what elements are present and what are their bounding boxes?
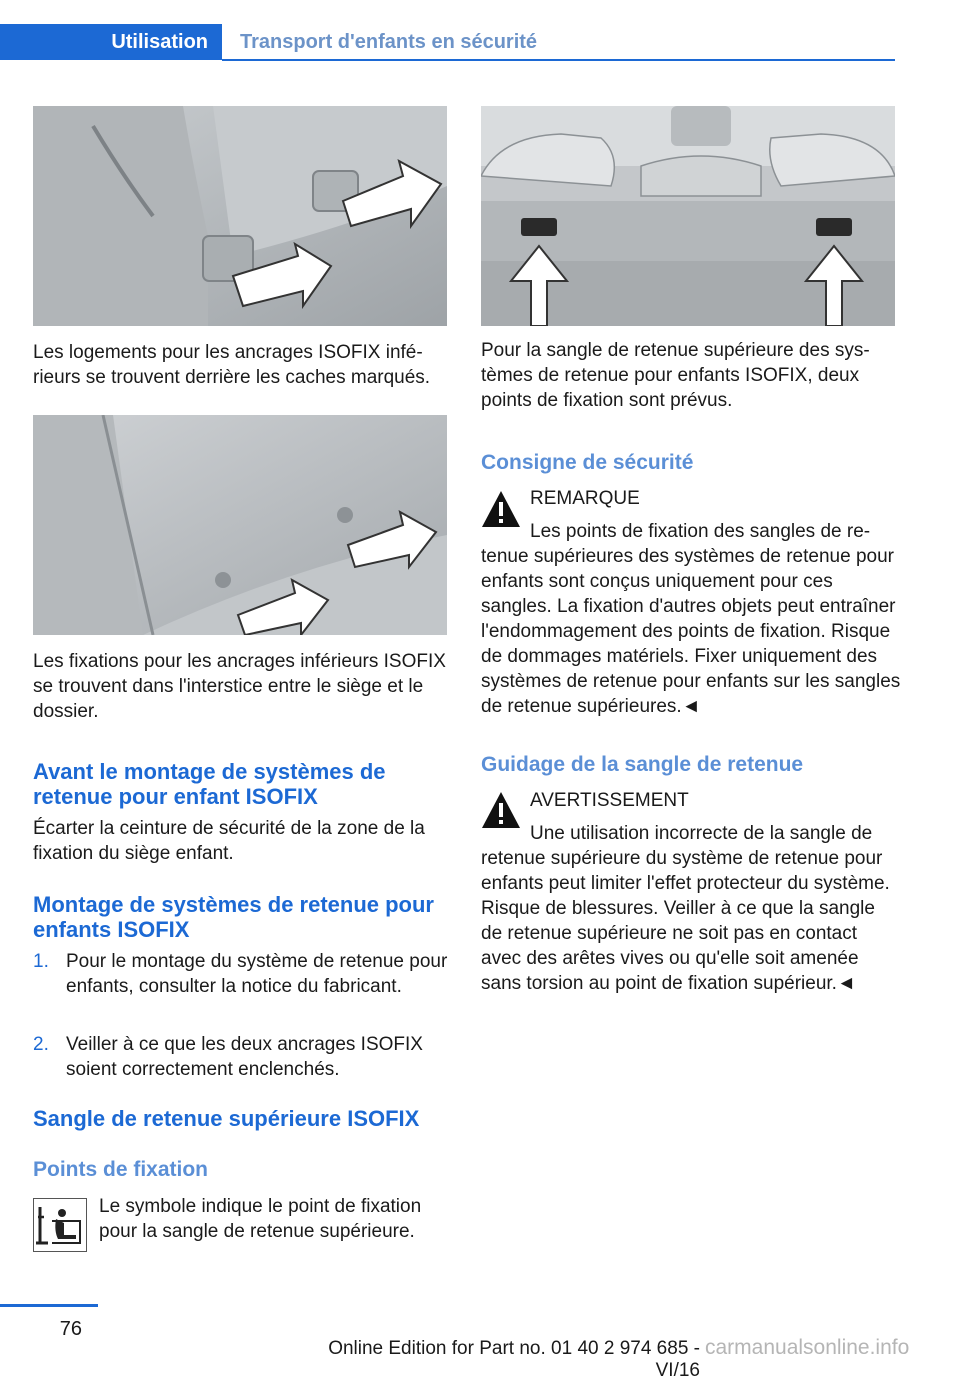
photo-isofix-gap — [33, 415, 447, 635]
page-header — [0, 24, 895, 60]
heading-mounting: Montage de systèmes de retenue pour enfants ISOFIX — [33, 892, 434, 942]
seat-illustration-1 — [33, 106, 447, 326]
tab-transport-enfants[interactable]: Transport d'enfants en sécurité — [240, 31, 538, 53]
caption-isofix-covers: Les logements pour les ancrages ISOFIX inférieurs se trouvent derrière les caches marqués. — [33, 342, 431, 388]
warning-triangle-icon — [481, 489, 521, 529]
notice-text: tenue supérieures des systèmes de retenue pour enfants sont conçus uniquement pour ces sangles. La fixation d'autres objets peut entraîner l'endommagement des points de fixation. Risque de dommages matériels. Fixer uniquement des systèmes de retenue pour enfants sur les sangles de retenue supérieures.◄ — [481, 546, 901, 717]
symbol-description: Le symbole indique le point de fixation pour la sangle de retenue supérieure. — [99, 1196, 422, 1242]
tab-utilisation[interactable]: Utilisation — [0, 24, 222, 60]
step-text: Veiller à ce que les deux ancrages ISOFIX soient correctement enclenchés. — [66, 1034, 423, 1080]
header-divider — [222, 59, 895, 61]
heading-tether-routing: Guidage de la sangle de retenue — [481, 753, 804, 776]
step-number: 1. — [33, 951, 49, 972]
isofix-tether-symbol-icon — [33, 1198, 87, 1252]
footer-divider — [0, 1304, 98, 1307]
caption-top-tether-points: Pour la sangle de retenue supérieure des systèmes de retenue pour enfants ISOFIX, deux points de fixation sont prévus. — [481, 340, 870, 411]
photo-isofix-covers — [33, 106, 447, 326]
subheading-anchor-points: Points de fixation — [33, 1158, 209, 1181]
warning-text-first-line: Une utilisation incorrecte de la sangle de — [530, 823, 873, 844]
heading-top-tether: Sangle de retenue supérieure ISOFIX — [33, 1106, 420, 1131]
para-before-mounting: Écarter la ceinture de sécurité de la zone de la fixation du siège enfant. — [33, 818, 425, 864]
caption-isofix-gap: Les fixations pour les ancrages inférieurs ISOFIX se trouvent dans l'interstice entre le siège et le dossier. — [33, 651, 446, 722]
site-watermark[interactable]: carmanualsonline.info — [705, 1336, 910, 1359]
step-text: Pour le montage du système de retenue pour enfants, consulter la notice du fabricant. — [66, 951, 448, 997]
rear-shelf-illustration — [481, 106, 895, 326]
seat-illustration-2 — [33, 415, 447, 635]
notice-text-first-line: Les points de fixation des sangles de re- — [530, 521, 871, 542]
photo-top-tether-points — [481, 106, 895, 326]
heading-safety-notice: Consigne de sécurité — [481, 451, 694, 474]
warning-label: AVERTISSEMENT — [530, 790, 689, 811]
heading-before-mounting: Avant le montage de systèmes de retenue pour enfant ISOFIX — [33, 759, 386, 809]
warning-text: retenue supérieure du système de retenue pour enfants peut limiter l'effet protecteur du système. Risque de blessures. Veiller à ce que la sangle de retenue supérieure ne soit pas en contact avec des arêtes vives ou qu'elle soit amenée sans torsion au point de fixation supérieur.◄ — [481, 848, 890, 994]
warning-triangle-icon — [481, 790, 521, 830]
edition-footer: Online Edition for Part no. 01 40 2 974 685 - VI/16 — [328, 1338, 700, 1381]
step-number: 2. — [33, 1034, 49, 1055]
notice-label: REMARQUE — [530, 488, 640, 509]
page-number: 76 — [59, 1318, 82, 1340]
